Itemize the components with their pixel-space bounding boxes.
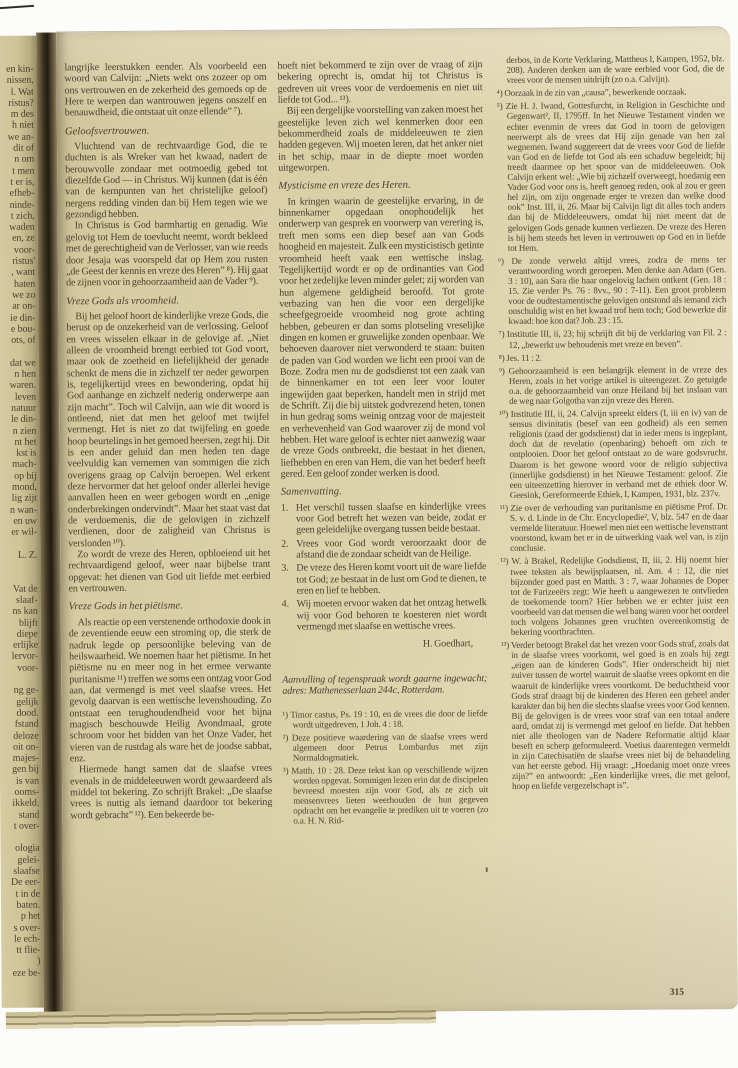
paragraph: langrijke leerstukken eender. Als voorbeeld een woord van Calvijn: „Niets wekt ons zozeer op om ons vertrouwen en de zekerheid des gemoeds op de Here te werpen dan wantrouwen jegens onszelf en benauwdheid, die ontstaat uit onze ellende” ⁷). <box>64 60 267 119</box>
summary-number: 3. <box>281 563 289 575</box>
open-book <box>0 27 738 1015</box>
footnote-6: ⁶) De zonde verwekt altijd vrees, zodra de mens ter verantwoording wordt geroepen. Men denke aan Adam (Gen. 3 : 10), aan Sara die haar ongelovig lachen ontkent (Gen. 18 : 15. Zie verder Ps. 76 : 8vv., 90 : 7-11). Een groot probleem voor de oudtestamentische gelovigen ontstond als iemand zich onschuldig wist en het kwaad trof hem toch; God bewerkte dit kwaad: hoe kon dat? Job. 23 : 15. <box>497 253 727 327</box>
summary-text: Het verschil tussen slaafse en kinderlijke vrees voor God betreft het wezen van beide, zodat er geen geleidelijke overgang tussen beide bestaat. <box>295 500 487 536</box>
summary-text: De vreze des Heren komt voort uit de ware liefde tot God; ze bestaat in de lust om God te dienen, te eren en lief te hebben. <box>296 561 487 597</box>
summary-item <box>282 598 487 634</box>
paragraph: Bij het geloof hoort de kinderlijke vreze Gods, die berust op de onzekerheid van de verlossing. Geloof en vrees wisselen elkaar in de gelovige af. „Niet alleen de vroomheid brengt eerbied tot God voort, maar ook de zoetheid en liefelijkheid der genade schenkt de mens die in zichzelf ter neder geworpen is, tegelijkertijd vrees en bewondering, opdat hij God aanhange en zichzelf nederig onderwerpe aan zijn macht”. Toch wil Calvijn, aan wie dit woord is ontleend, niet dat men het geloof met twijfel vermengt. Het is niet zo dat twijfeling en goede hoop beurtelings in het gemoed heersen, zegt hij. Dit is een ander geluid dan men heden ten dage veelvuldig kan vernemen van sommigen die zich overigens graag op Calvijn beroepen. Wel erkent deze hervormer dat het geloof onder allerlei hevige aanvallen heen en weer gebogen wordt en „enige onderbrekingen ondervindt”. Maar het staat vast dat de verdoemenis, die de gelovigen in zichzelf verdienen, door de zaligheid van Christus is verslonden ¹⁰). <box>66 309 271 550</box>
section-heading-mysticisme: Mysticisme en vreze des Heren. <box>278 180 411 193</box>
editorial-note: Aanvulling of tegenspraak wordt gaarne ingewacht; adres: Mathenesserlaan 244c, Rotterdam. <box>282 672 488 697</box>
summary-item <box>281 501 486 537</box>
summary-item <box>281 537 486 561</box>
section-heading-geloofsvertrouwen: Geloofsvertrouwen. <box>64 125 150 138</box>
left-page-text-fragments: en kin- nissen, l. Wat ristus? m des h niet we an- dit of n om t men t er is, efheb- ninde- t zich, waden en, ze voor- ristus' , want haten we zo ar on- ie din- e bou- ots, of dat we n hen waren. leven natuur le din- n zien nt het kst is mach- op bij mond, lig zijt n wan- en uw er wil- L. Z. Vat de slaaf- ns kan blijft diepe erlijke lervor- voor- ng ge- gelijk dood. fstand deloze oit on- majes- gen bij is van ooms- ikkeld. stand t over- ologia gelei- slaafse De eer- t in de baten. p het s over- le ech- tt flie- ) eze be- <box>6 63 41 979</box>
footnote-10: ¹⁰) Institutie III, ii, 24. Calvijn spreekt elders (I, iii en iv) van de sensus divinitatis (besef van een godheid) als een semen religionis (zaad der godsdienst) dat in ieder mens is ingeplant, doch dat de revelatio (openbaring) behoeft om zich te ontplooien. Door het geloof ontstaat zo de ware godsvrucht. Daarom is het gewone woord voor de religio subjectiva (innerlijke godsdienst) in het Nieuwe Testament: geloof. Zie een uiteenzetting hierover in verband met de ethiek door W. Geesink, Gereformeerde Ethiek, I, Kampen, 1931, blz. 237v. <box>499 407 728 500</box>
section-heading-vreze-gods-als-vroomheid: Vreze Gods als vroomheid. <box>66 295 180 307</box>
summary-number: 2. <box>281 538 289 550</box>
ink-speck <box>486 867 488 872</box>
paragraph: Vluchtend van de rechtvaardige God, die te duchten is als Wreker van het kwaad, nadert de berouwvolle zondaar met ootmoedig gebed tot diezelfde God — in Christus. Wij kunnen (dat is één van de kernpunten van het christelijke geloof) nergens redding vinden dan bij Hem tegen wie we gezondigd hebben. <box>65 139 268 221</box>
summary-text: Vrees voor God wordt veroorzaakt door de afstand die de zondaar scheidt van de Heilige. <box>296 536 487 561</box>
author-signature: H. Goedhart, <box>422 637 474 650</box>
footnote-12: ¹²) W. à Brakel, Redelijke Godsdienst, II, iii, 2. Hij noemt hier twee teksten als bewijsplaatsen, nl. Am. 4 : 12, die niet bijzonder goed past en Matth. 3 : 7, waar Johannes de Doper tot de Farizeeërs zegt: Wie heeft u aangewezen te ontvlieden de toekomende toorn? Hier hebben we er echter juist een voorbeeld van dat mensen die wel bang waren voor het oordeel toch volgens Johannes geen vruchten overeenkomstig de bekering voortbrachten. <box>500 554 729 637</box>
paragraph: hoeft niet bekommerd te zijn over de vraag of zijn bekering oprecht is, omdat hij tot Christus is gedreven uit vrees voor de verdoemenis en niet uit liefde tot God... ¹³). <box>277 59 483 106</box>
page-number: 315 <box>669 987 685 998</box>
paragraph: Hiermede hangt samen dat de slaafse vrees evenals in de middeleeuwen wordt gewaardeerd als middel tot bekering. Zo schrijft Brakel: „De slaafse vrees is nuttig als iemand daardoor tot bekering wordt gebracht” ¹²). Een bekeerde be- <box>69 763 273 822</box>
right-page <box>56 27 738 1014</box>
photo-edge-line <box>0 5 34 9</box>
summary-number: 1. <box>280 502 289 514</box>
footnote-11: ¹¹) Zie over de verhouding van puritanisme en piëtisme Prof. Dr. S. v. d. Linde in de Chr. Encyclopedie², V, blz. 547 en de daar vermelde literatuur. Hoewel men niet een wettische levenstrant voorstond, kwam het er in de uitwerking vaak wel van, is zijn conclusie. <box>499 501 729 554</box>
footnote-8: ⁸) Jes. 11 : 2. <box>498 352 542 363</box>
footnote-3-continuation: derbos, in de Korte Verklaring, Mattheus I, Kampen, 1952, blz. 208). Anderen denken aan de ware eerbied voor God, die de vrees voor de mensen uitdrijft (zo o.a. Calvijn). <box>506 53 725 86</box>
paragraph: Bij een dergelijke voorstelling van zaken moest het geestelijke leven zich wel kenmerken door een bekommerdheid zoals de middeleeuwen te zien hadden gegeven. Wij moeten leren, dat het anker niet in het schip, maar in de diepte moet worden uitgeworpen. <box>277 104 484 174</box>
footnote-1: ¹) Timor castus, Ps. 19 : 10, en de vrees die door de liefde wordt uitgedreven, 1 Joh. 4 : 18. <box>282 707 488 730</box>
section-heading-vreze-gods-in-het-pietisme: Vreze Gods in het piëtisme. <box>68 600 184 613</box>
footnote-3: ³) Matth. 10 : 28. Deze tekst kan op verschillende wijzen worden opgevat. Sommigen lezen erin dat de discipelen bevreesd moesten zijn voor God, als ze zich uit mensenvrees lieten weerhouden de hun gegeven opdracht om het evangelie te prediken uit te voeren (zo o.a. H. N. Rid- <box>282 764 489 827</box>
paragraph: Als reactie op een verstenende orthodoxie dook in de zeventiende eeuw een stroming op, die sterk de nadruk legde op persoonlijke beleving van de heilswaarheid. We noemen haar het piëtisme. In het piëtisme nu en meer nog in het ermee verwante puritanisme ¹¹) treffen we soms een ontzag voor God aan, dat vermengd is met veel slaafse vrees. Het gevolg daarvan is een wettische levenshouding. Zo ontstaat een terughoudendheid voor het bijna magisch beschouwde Heilig Avondmaal, grote schroom voor het bidden van het Onze Vader, het vieren van de rustdag als ware het de joodse sabbat, enz. <box>68 615 272 765</box>
summary-item <box>281 562 486 598</box>
column-left <box>64 61 272 822</box>
footnotes-block <box>282 708 488 827</box>
section-heading-samenvatting: Samenvatting. <box>280 486 342 499</box>
footnote-9: ⁹) Gehoorzaamheid is een belangrijk element in de vreze des Heren, zoals in het vorige artikel is uiteengezet. Zo getuigde o.a. de gehoorzaamheid van onze Heiland bij het inslaan van de weg naar Golgotha van zijn vreze des Heren. <box>498 363 728 406</box>
footnote-4: ⁴) Oorzaak in de zin van „causa”, bewerkende oorzaak. <box>496 86 687 99</box>
column-middle <box>277 59 488 829</box>
footnote-2: ²) Deze positieve waardering van de slaafse vrees werd algemeen door Petrus Lombardus met zijn Normaldogmatiek. <box>282 730 488 763</box>
paragraph: Zo wordt de vreze des Heren, opbloeiend uit het rechtvaardigend geloof, weer naar bijbelse trant opgevat: het dienen van God uit liefde met eerbied en vertrouwen. <box>68 547 271 595</box>
footnote-5: ⁵) Zie H. J. Iwand, Gottesfurcht, in Religion in Geschichte und Gegenwart², II, 1795ff. In het Nieuwe Testament vinden we echter evenmin de vrees dat God in toorn de gelovigen neerwerpt als de vrees dat Hij zijn genade van hen zal wegnemen. Iwand suggereert dat de vrees voor God de liefde van God en de liefde tot God als een schaduw begeleidt; hij treedt daarmee op het spoor van de middeleeuwen. Ook Calvijn erkent wel: „Wie bij zichzelf overweegt, hoedanig een Vader God voor ons is, heeft genoeg reden, ook al zou er geen hel zijn, om zijn ongenade erger te vrezen dan welke dood ook” Inst. III, ii, 26. Maar bij Calvijn ligt dit alles toch anders dan bij de Middeleeuwers, omdat hij niet meent dat de gelovigen Gods genade kunnen verliezen. De vreze des Heren is bij hem steeds het leven in vertrouwen op God en in liefde tot Hem. <box>496 99 726 253</box>
summary-text: Wij moeten ervoor waken dat het ontzag hetwelk wij voor God behoren te koesteren niet wordt vermengd met slaafse en wettische vrees. <box>296 597 487 633</box>
summary-number: 4. <box>281 599 290 611</box>
column-right-footnotes <box>496 53 730 794</box>
page-stack-edges <box>6 1006 436 1036</box>
footnote-7: ⁷) Institutie III, ii, 23; hij schrijft dit bij de verklaring van Fil. 2 : 12, „bewerkt uw behoudenis met vreze en beven”. <box>498 327 727 350</box>
paragraph: In kringen waarin de geestelijke ervaring, in de binnenkamer opgedaan onophoudelijk het onderwerp van gesprek en voorwerp van verering is, treft men soms een diep besef aan van Gods hoogheid en majesteit. Zulk een mysticistisch getinte vroomheid heeft vaak een wettische inslag. Tegelijkertijd wordt er op de ordinanties van God voor het zedelijke leven minder gelet; zij worden van hun algemene geldigheid beroofd. Tot grote verbazing van hen die voor een dergelijke scheefgegroeide vroomheid nog grote achting hebben, gebeuren er dan soms plotseling vreselijke dingen en komen er gruwelijke zonden openbaar. We behoeven daarover niet verwonderd te staan: buiten de paden van God worden we licht een prooi van de Boze. Zodra men nu de godsdienst tot een zaak van de binnenkamer en tot een leer voor louter ingewijden gaat beperken, handelt men in strijd met de Schrift. Zij die bij uitstek godvrezend heten, tonen in hun gedrag soms weinig ontzag voor de majesteit en verhevenheid van God waarover zij de mond vol hebben. Het ware geloof is echter niet aanwezig waar de vreze Gods ontbreekt, die bestaat in het dienen, liefhebben en eren van Hem, die van het bederf heeft gered. Een geloof zonder werken is dood. <box>278 194 486 480</box>
paragraph: In Christus is God barmhartig en genadig. Wie gelovig tot Hem de toevlucht neemt, wordt bekleed met de gerechtigheid van de Verlosser, van wie reeds door Jesaja was voorspeld dat op Hem zou rusten „de Geest der kennis en vreze des Heren” ⁸). Hij gaat de zijnen voor in gehoorzaamheid aan de Vader ⁹). <box>65 219 269 289</box>
footnote-13: ¹³) Verder betoogt Brakel dat het vrezen voor Gods straf, zoals dat in de slaafse vrees voorkomt, wel goed is en zoals hij zegt „eigen aan de kinderen Gods”. Hier onderscheidt hij niet zuiver tussen de wortel waaruit de slaafse vrees opkomt en die waaruit de kinderlijke vrees voortkomt. De beduchtheid voor Gods straf draagt bij de kinderen des Heren een geheel ander karakter dan bij hen die slechts slaafse vrees voor God kennen. Bij de gelovigen is de vrees voor straf van een totaal andere aard, omdat zij is vermengd met geloof en liefde. Dat hebben niet alle theologen van de Nadere Reformatie altijd klaar beseft en scherp geformuleerd. Voetius daarentegen vermeldt in zijn Catechisatiën de slaafse vrees niet bij de behandeling van het eerste gebod. Hij vraagt: „Hoedanig moet onze vrees zijn?” en antwoordt: „Een kinderlijke vrees, die met geloof, hoop en liefde vergezelschapt is”. <box>500 638 731 792</box>
